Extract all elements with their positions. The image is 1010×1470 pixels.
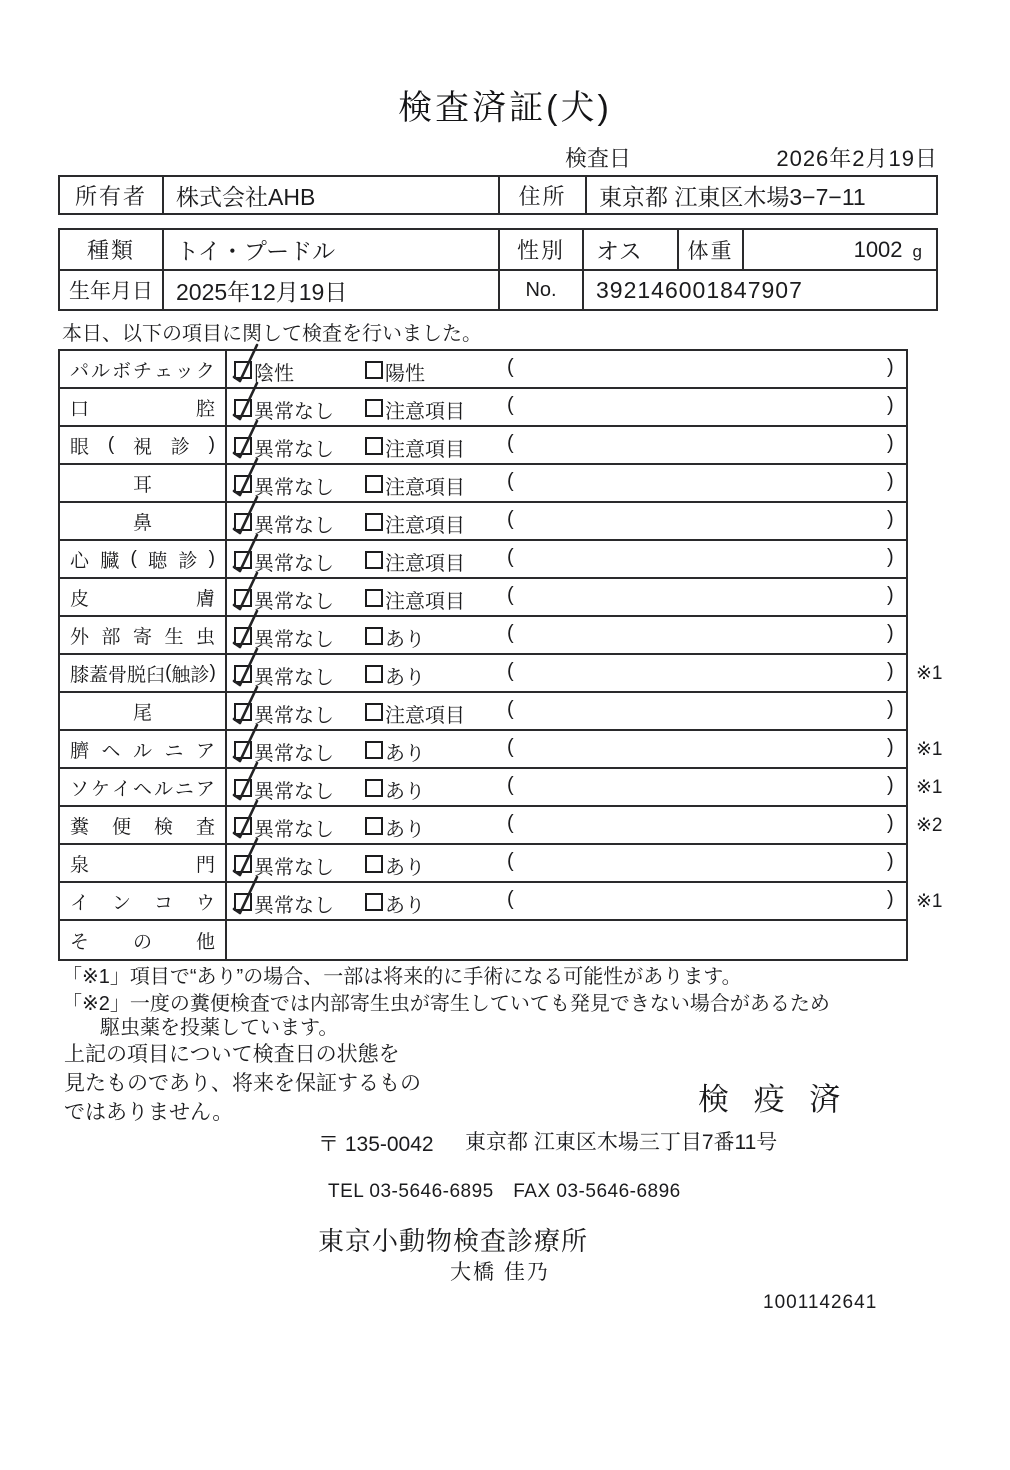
option-label-secondary: 注意項目 (385, 705, 465, 727)
paren-close: ) (887, 622, 894, 644)
exam-result-cell (227, 579, 906, 615)
checklist-row (60, 883, 943, 921)
disclaimer-line2: 見たものであり、将来を保証するもの (64, 1072, 421, 1095)
checklist-row (60, 351, 906, 389)
footnote-mark: ※2 (916, 815, 943, 836)
clinic-address: 東京都 江東区木場三丁目7番11号 (465, 1131, 778, 1154)
address-label: 住所 (518, 183, 567, 209)
exam-result-cell (227, 769, 906, 805)
paren-open: ( (507, 888, 514, 910)
checklist-table (58, 349, 943, 961)
footnote-mark: ※1 (916, 663, 943, 684)
option-label-secondary: あり (385, 819, 425, 841)
no-label: No. (525, 278, 557, 301)
exam-result-cell (227, 541, 906, 577)
checklist-intro: 本日、以下の項目に関して検査を行いました。 (62, 323, 482, 345)
checkbox-unchecked[interactable] (365, 703, 383, 721)
checklist-row (60, 921, 906, 959)
option-label-secondary: 注意項目 (385, 553, 465, 575)
checkbox-checked[interactable] (234, 627, 252, 645)
checklist-row (60, 465, 906, 503)
option-label-secondary: あり (385, 781, 425, 803)
checklist-row (60, 427, 906, 465)
exam-result-cell (227, 921, 906, 959)
paren-open: ( (507, 736, 514, 758)
paren-open: ( (507, 356, 514, 378)
checklist-row (60, 769, 943, 807)
exam-item-label: 皮 膚 (60, 579, 227, 615)
exam-item-label: 鼻 (60, 503, 227, 539)
checklist-row (60, 617, 906, 655)
exam-result-cell (227, 845, 906, 881)
option-label-primary: 異常なし (254, 743, 334, 765)
checkbox-checked[interactable] (234, 475, 252, 493)
option-label-primary: 異常なし (254, 401, 334, 423)
paren-close: ) (887, 812, 894, 834)
exam-item-label: 臍 ヘ ル ニ ア (60, 731, 227, 767)
checklist-row (60, 503, 906, 541)
option-label-primary: 異常なし (254, 477, 334, 499)
checkbox-checked[interactable] (234, 779, 252, 797)
exam-item-label: 耳 (60, 465, 227, 501)
option-label-secondary: 注意項目 (385, 591, 465, 613)
option-label-primary: 異常なし (254, 439, 334, 461)
paren-close: ) (887, 432, 894, 454)
page-title: 検査済証(犬) (398, 89, 612, 127)
paren-close: ) (887, 394, 894, 416)
paren-close: ) (887, 850, 894, 872)
option-label-secondary: 注意項目 (385, 401, 465, 423)
option-label-primary: 異常なし (254, 553, 334, 575)
address-value: 東京都 江東区木場3−7−11 (599, 183, 866, 210)
exam-item-label: 口 腔 (60, 389, 227, 425)
option-label-primary: 異常なし (254, 781, 334, 803)
checklist-row (60, 731, 943, 769)
disclaimer (64, 1040, 421, 1127)
no-value: 392146001847907 (596, 276, 803, 303)
exam-result-cell (227, 693, 906, 729)
exam-item-label: 尾 (60, 693, 227, 729)
paren-open: ( (507, 584, 514, 606)
weight-value (744, 230, 936, 269)
checklist-row (60, 655, 943, 693)
tel-fax: TEL 03-5646-6895 FAX 03-5646-6896 (328, 1181, 681, 1202)
inspection-date-value: 2026年2月19日 (776, 146, 938, 171)
option-label-secondary: 注意項目 (385, 515, 465, 537)
exam-item-label: 外 部 寄 生 虫 (60, 617, 227, 653)
owner-value: 株式会社AHB (176, 183, 316, 210)
checkbox-unchecked[interactable] (365, 855, 383, 873)
veterinarian-name: 大橋 佳乃 (450, 1261, 550, 1284)
option-label-primary: 陰性 (254, 363, 294, 385)
checkbox-checked[interactable] (234, 893, 252, 911)
serial-number: 1001142641 (763, 1292, 878, 1313)
exam-item-label: 膝 蓋 骨 脱 臼 ( 触 診 ) (60, 655, 227, 691)
checklist-row (60, 541, 906, 579)
option-label-secondary: 陽性 (385, 363, 425, 385)
option-label-primary: 異常なし (254, 819, 334, 841)
checkbox-checked[interactable] (234, 361, 252, 379)
owner-table (58, 175, 938, 215)
exam-result-cell (227, 883, 906, 919)
birth-label: 生年月日 (69, 280, 153, 303)
exam-item-label: そ の 他 (60, 921, 227, 959)
paren-close: ) (887, 584, 894, 606)
paren-close: ) (887, 888, 894, 910)
option-label-primary: 異常なし (254, 515, 334, 537)
checkbox-unchecked[interactable] (365, 589, 383, 607)
checklist-row (60, 579, 906, 617)
exam-result-cell (227, 389, 906, 425)
inspection-date-label: 検査日 (565, 146, 632, 171)
weight-label: 体重 (687, 239, 734, 263)
paren-open: ( (507, 470, 514, 492)
footnote-2-cont: 駆虫薬を投薬しています。 (100, 1017, 339, 1039)
breed-value: トイ・プードル (176, 238, 336, 264)
checklist-row (60, 845, 906, 883)
birth-value: 2025年12月19日 (176, 278, 348, 305)
postal-code: 〒 135-0042 (318, 1133, 434, 1156)
paren-open: ( (507, 394, 514, 416)
exam-item-label: 泉 門 (60, 845, 227, 881)
exam-item-label: イ ン コ ウ (60, 883, 227, 919)
paren-close: ) (887, 470, 894, 492)
option-label-primary: 異常なし (254, 629, 334, 651)
exam-result-cell (227, 807, 906, 843)
paren-open: ( (507, 546, 514, 568)
checkbox-checked[interactable] (234, 817, 252, 835)
owner-label: 所有者 (74, 183, 147, 209)
checkbox-unchecked[interactable] (365, 779, 383, 797)
checkbox-checked[interactable] (234, 855, 252, 873)
paren-open: ( (507, 622, 514, 644)
checkbox-unchecked[interactable] (365, 627, 383, 645)
paren-open: ( (507, 432, 514, 454)
clinic-name: 東京小動物検査診療所 (318, 1226, 589, 1256)
option-label-primary: 異常なし (254, 857, 334, 879)
checklist-row (60, 693, 906, 731)
exam-item-label: 心 臓 ( 聴 診 ) (60, 541, 227, 577)
checkbox-unchecked[interactable] (365, 665, 383, 683)
checkbox-checked[interactable] (234, 703, 252, 721)
paren-close: ) (887, 736, 894, 758)
paren-close: ) (887, 508, 894, 530)
pet-table (58, 228, 938, 311)
checklist-row (60, 807, 943, 845)
option-label-secondary: あり (385, 857, 425, 879)
exam-result-cell (227, 655, 906, 691)
paren-open: ( (507, 698, 514, 720)
checkbox-unchecked[interactable] (365, 551, 383, 569)
exam-result-cell (227, 503, 906, 539)
footnote-mark: ※1 (916, 891, 943, 912)
paren-open: ( (507, 850, 514, 872)
option-label-secondary: 注意項目 (385, 439, 465, 461)
footnote-1: 「※1」項目で“あり”の場合、一部は将来的に手術になる可能性があります。 (62, 966, 742, 988)
checkbox-unchecked[interactable] (365, 399, 383, 417)
option-label-primary: 異常なし (254, 705, 334, 727)
checkbox-checked[interactable] (234, 741, 252, 759)
checkbox-unchecked[interactable] (365, 361, 383, 379)
footnote-mark: ※1 (916, 777, 943, 798)
option-label-primary: 異常なし (254, 895, 334, 917)
checkbox-unchecked[interactable] (365, 817, 383, 835)
checkbox-checked[interactable] (234, 437, 252, 455)
exam-result-cell (227, 351, 906, 387)
checkbox-checked[interactable] (234, 551, 252, 569)
checkbox-unchecked[interactable] (365, 741, 383, 759)
option-label-primary: 異常なし (254, 591, 334, 613)
paren-close: ) (887, 698, 894, 720)
exam-result-cell (227, 731, 906, 767)
paren-open: ( (507, 508, 514, 530)
quarantine-stamp: 検 疫 済 (698, 1082, 849, 1117)
option-label-secondary: あり (385, 895, 425, 917)
weight-number: 1002 (853, 236, 903, 262)
paren-open: ( (507, 660, 514, 682)
option-label-secondary: あり (385, 743, 425, 765)
checkbox-checked[interactable] (234, 589, 252, 607)
disclaimer-line3: ではありません。 (64, 1101, 234, 1124)
paren-close: ) (887, 546, 894, 568)
exam-result-cell (227, 465, 906, 501)
checkbox-unchecked[interactable] (365, 893, 383, 911)
checklist-row (60, 389, 906, 427)
option-label-secondary: あり (385, 667, 425, 689)
paren-open: ( (507, 774, 514, 796)
exam-item-label: パ ル ボ チ ェ ッ ク (60, 351, 227, 387)
checkbox-unchecked[interactable] (365, 437, 383, 455)
paren-close: ) (887, 774, 894, 796)
checkbox-checked[interactable] (234, 513, 252, 531)
breed-label: 種類 (86, 238, 135, 263)
exam-item-label: 眼 ( 視 診 ) (60, 427, 227, 463)
sex-label: 性別 (516, 238, 565, 263)
checkbox-checked[interactable] (234, 665, 252, 683)
exam-result-cell (227, 617, 906, 653)
handwritten-check-icon (230, 872, 262, 918)
option-label-primary: 異常なし (254, 667, 334, 689)
exam-item-label: ソ ケ イ ヘ ル ニ ア (60, 769, 227, 805)
option-label-secondary: 注意項目 (385, 477, 465, 499)
disclaimer-line1: 上記の項目について検査日の状態を (64, 1043, 400, 1066)
weight-unit: g (912, 241, 922, 261)
checkbox-checked[interactable] (234, 399, 252, 417)
paren-close: ) (887, 660, 894, 682)
footnote-mark: ※1 (916, 739, 943, 760)
paren-open: ( (507, 812, 514, 834)
paren-close: ) (887, 356, 894, 378)
exam-result-cell (227, 427, 906, 463)
exam-item-label: 糞 便 検 査 (60, 807, 227, 843)
checkbox-unchecked[interactable] (365, 475, 383, 493)
option-label-secondary: あり (385, 629, 425, 651)
sex-value: オス (596, 238, 642, 264)
footnote-2: 「※2」一度の糞便検査では内部寄生虫が寄生していても発見できない場合があるため (62, 993, 830, 1015)
checkbox-unchecked[interactable] (365, 513, 383, 531)
